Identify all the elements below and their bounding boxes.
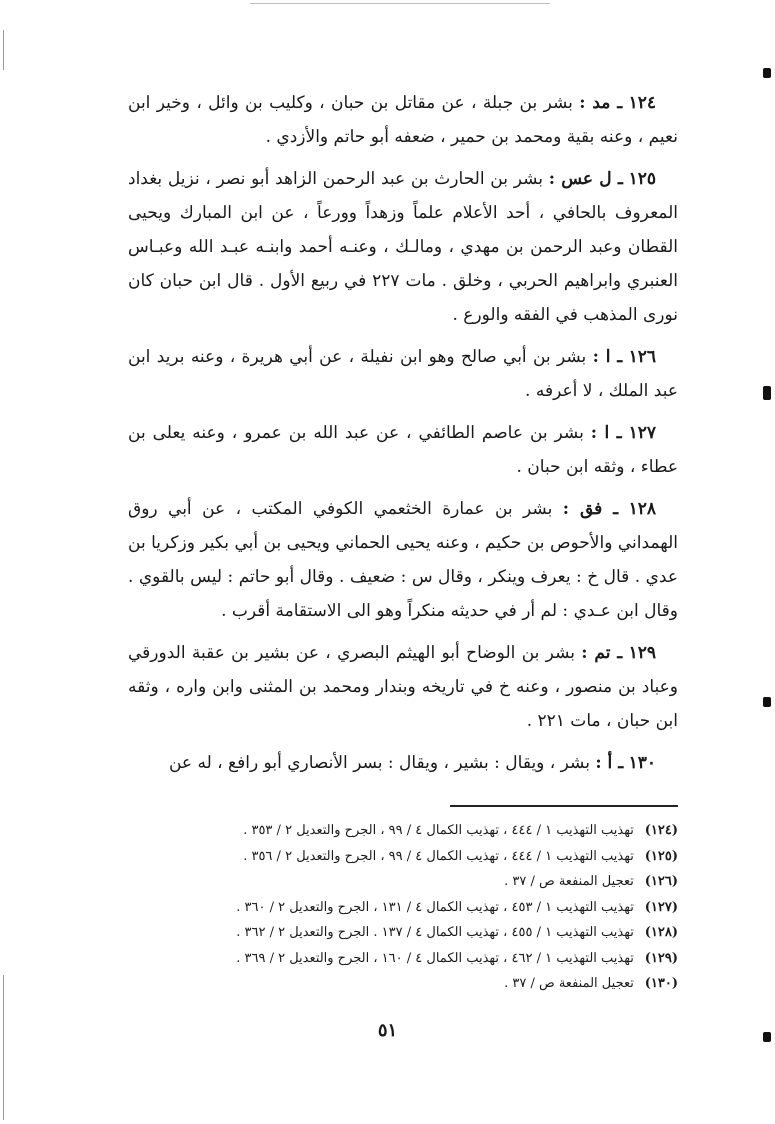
entry-number: ١٢٨ bbox=[628, 499, 656, 519]
entry bbox=[128, 416, 678, 484]
entry bbox=[128, 746, 678, 780]
footnote-number: (١٣٠) bbox=[644, 976, 678, 991]
entry-number: ١٢٧ bbox=[628, 423, 656, 443]
footnote-text: تهذيب التهذيب ١ / ٤٥٥ ، تهذيب الكمال ٤ / ١٣٧ . الجرح والتعديل ٢ / ٣٦٢ . bbox=[236, 925, 634, 940]
main-text bbox=[128, 86, 678, 788]
footnote bbox=[180, 971, 678, 997]
entry-text: بشر بن جبلة ، عن مقاتل بن حبان ، وكليب بن وائل ، وخير ابن نعيم ، وعنه بقية ومحمد بن حمير ، ضعفه أبو حاتم والأزدي . bbox=[128, 93, 678, 147]
footnote-text: تهذيب التهذيب ١ / ٤٥٣ ، تهذيب الكمال ٤ / ١٣١ ، الجرح والتعديل ٢ / ٣٦٠ . bbox=[236, 899, 634, 915]
footnote-separator bbox=[450, 805, 678, 807]
footnote-text: تهذيب التهذيب ١ / ٤٤٤ ، تهذيب الكمال ٤ / ٩٩ ، الجرح والتعديل ٢ / ٣٥٣ . bbox=[243, 823, 634, 838]
entry-number: ١٢٦ bbox=[628, 347, 656, 367]
footnote bbox=[180, 869, 678, 895]
entry-code: ـ فق : bbox=[562, 499, 619, 519]
edge-mark-1 bbox=[763, 68, 771, 78]
scan-left-line-top bbox=[3, 30, 4, 70]
entry-text: بشر بن عاصم الطائفي ، عن عبد الله بن عمرو ، وعنه يعلى بن عطاء ، وثقه ابن حبان . bbox=[128, 423, 678, 477]
entry-text: بشر بن الحارث بن عبد الرحمن الزاهد أبو نصر ، نزيل بغداد المعروف بالحافي ، أحد الأعلام علماً وزهداً وورعاً ، عن ابن المبارك ويحيى القطان وعبد الرحمن بن مهدي ، ومالـك ، وعنـه أحمد وابنـه عبـد الله وعبـاس العنبري وابراهيم الحربي ، وخلق . مات ٢٢٧ في ربيع الأول . قال ابن حبان كان نورى المذهب في الفقه والورع . bbox=[128, 169, 678, 325]
entry-text: بشر بن أبي صالح وهو ابن نفيلة ، عن أبي هريرة ، وعنه بريد ابن عبد الملك ، لا أعرفه . bbox=[128, 347, 678, 401]
footnote bbox=[180, 946, 678, 972]
entry-code: ـ أ : bbox=[595, 753, 624, 773]
edge-mark-2 bbox=[763, 386, 771, 400]
footnote-number: (١٢٥) bbox=[644, 848, 678, 864]
entry bbox=[128, 86, 678, 154]
entry-text: بشر ، ويقال : بشير ، ويقال : بسر الأنصاري أبو رافع ، له عن bbox=[168, 753, 590, 773]
page-number: ٥١ bbox=[377, 1020, 398, 1041]
entry-number: ١٣٠ bbox=[628, 753, 656, 773]
footnote bbox=[180, 920, 678, 946]
footnote-text: تهذيب التهذيب ١ / ٤٦٢ ، تهذيب الكمال ٤ / ١٦٠ ، الجرح والتعديل ٢ / ٣٦٩ . bbox=[236, 950, 634, 966]
scan-left-line-bottom bbox=[3, 975, 4, 1120]
footnote-number: (١٢٧) bbox=[644, 899, 678, 915]
entry-code: ـ ا : bbox=[590, 423, 622, 443]
entry-text: بشر بن عمارة الخثعمي الكوفي المكتب ، عن أبي روق الهمداني والأحوص بن حكيم ، وعنه يحيى الحماني ويحيى بن أبي بكير وزكريا بن عدي . قال خ : يعرف وينكر ، وقال س : ضعيف . وقال أبو حاتم : ليس بالقوي . وقال ابن عـدي : لم أر في حديثه منكراً وهو الى الاستقامة أقرب . bbox=[128, 499, 678, 621]
entry bbox=[128, 636, 678, 738]
footnote-text: تعجيل المنفعة ص / ٣٧ . bbox=[504, 976, 634, 991]
entry-code: ـ ا : bbox=[592, 347, 623, 367]
scan-top-line bbox=[250, 3, 550, 4]
footnotes bbox=[180, 818, 678, 997]
entry-code: ـ مد : bbox=[579, 93, 623, 113]
entry-number: ١٢٤ bbox=[628, 93, 657, 113]
entry bbox=[128, 340, 678, 408]
footnote-number: (١٢٦) bbox=[644, 874, 678, 889]
footnote bbox=[180, 844, 678, 870]
footnote-number: (١٢٩) bbox=[644, 950, 678, 966]
footnote-number: (١٢٤) bbox=[644, 823, 678, 838]
entry-number: ١٢٩ bbox=[628, 643, 657, 663]
edge-mark-3 bbox=[763, 697, 771, 707]
entry-code: ـ ل عس : bbox=[548, 169, 623, 189]
entry bbox=[128, 162, 678, 332]
entry-text: بشر بن الوضاح أبو الهيثم البصري ، عن بشير بن عقبة الدورقي وعباد بن منصور ، وعنه خ في تاريخه وبندار ومحمد بن المثنى وابن واره ، وثقه ابن حبان ، مات ٢٢١ . bbox=[128, 643, 678, 731]
footnote-text: تعجيل المنفعة ص / ٣٧ . bbox=[504, 874, 634, 889]
footnote-text: تهذيب التهذيب ١ / ٤٤٤ ، تهذيب الكمال ٤ / ٩٩ ، الجرح والتعديل ٢ / ٣٥٦ . bbox=[243, 848, 634, 864]
entry bbox=[128, 492, 678, 628]
entry-number: ١٢٥ bbox=[628, 169, 657, 189]
footnote-number: (١٢٨) bbox=[644, 925, 678, 940]
footnote bbox=[180, 895, 678, 921]
footnote bbox=[180, 818, 678, 844]
entry-code: ـ تم : bbox=[581, 643, 623, 663]
